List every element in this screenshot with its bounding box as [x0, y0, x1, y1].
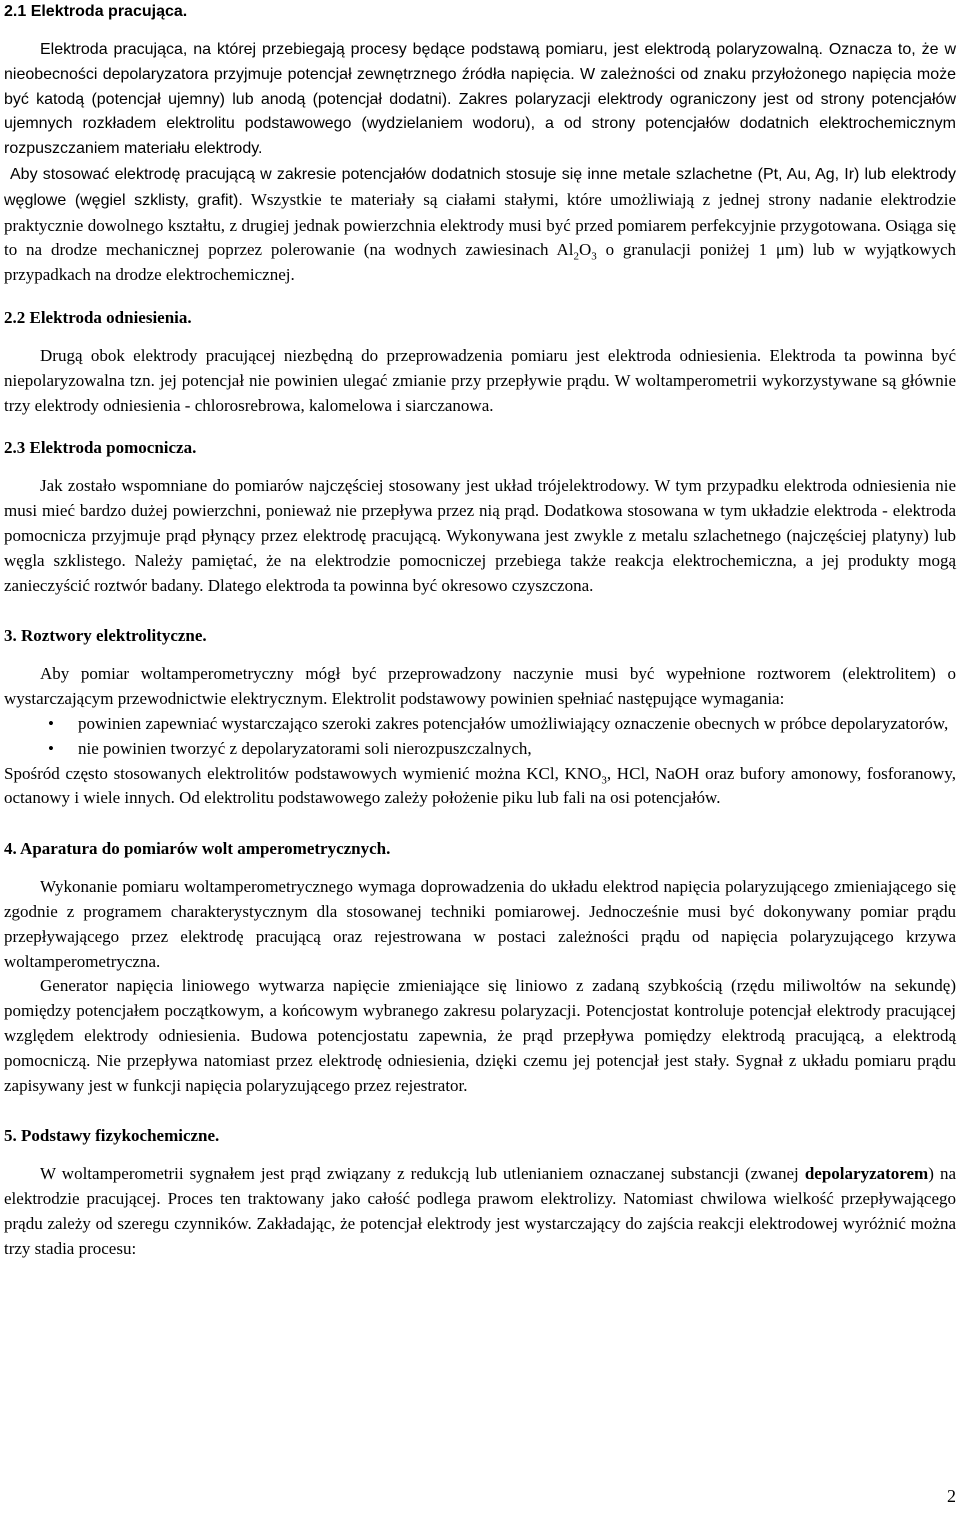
list-item [4, 737, 956, 762]
section-2-3-paragraph: Jak zostało wspomniane do pomiarów najczęściej stosowany jest układ trójelektrodowy. W tym przypadku elektroda odniesienia nie musi mieć bardzo dużej powierzchni, ponieważ nie przepływa przez nią prąd. Dodatkowa stosowana w tym układzie elektroda - elektroda pomocnicza przyjmuje prąd płynący przez elektrodę pracującą. Wykonywana jest zwykle z metalu szlachetnego (najczęściej platyny) lub węgla szklistego. Należy pamiętać, że na elektrodzie pomocniczej przebiega także reakcja elektrochemiczna, a jej produkty mogą zanieczyścić roztwór badany. Dlatego elektroda ta powinna być okresowo czyszczona. [4, 476, 956, 595]
section-4-paragraph-2: Generator napięcia liniowego wytwarza napięcie zmieniające się liniowo z zadaną szybkością (rzędu miliwoltów na sekundę) pomiędzy potencjałem początkowym, a końcowym wybranego zakresu polaryzacji. Potencjostat kontroluje potencjał elektrody pracującej względem elektrody odniesienia. Budowa potencjostatu zapewnia, że prąd przepływa pomiędzy elektrodą pracującą, a elektrodą pomocniczą. Nie przepływa natomiast przez elektrodę odniesienia, dzięki czemu jej potencjał jest stały. Sygnał z układu pomiaru prądu zapisywany jest w funkcji napięcia polaryzującego przez rejestrator. [4, 976, 956, 1095]
section-5-heading: 5. Podstawy fizykochemiczne. [4, 1126, 220, 1146]
paragraph-part-a: Spośród często stosowanych elektrolitów podstawowych wymienić można KCl, KNO [4, 763, 602, 783]
paragraph-2-part-b: Wszystkie te materiały są ciałami stałymi, które umożliwiają z jednej strony nadanie elektrodzie praktycznie dowolnego kształtu, z drugiej jednak powierzchnia elektrody musi być przed pomiarem perfekcyjnie przygotowana. Osiąga się to na drodze mechanicznej poprzez polerowanie (na wodnych zawiesinach Al [4, 189, 957, 260]
bold-term: depolaryzatorem [804, 1164, 929, 1184]
section-2-1-heading: 2.1 Elektroda pracująca. [4, 3, 188, 20]
section-3-paragraph-2 [4, 762, 956, 812]
section-4-heading: 4. Aparatura do pomiarów wolt amperometrycznych. [4, 839, 391, 859]
document-page [4, 0, 956, 1261]
section-3-heading: 3. Roztwory elektrolityczne. [4, 626, 207, 646]
section-2-2-paragraph: Drugą obok elektrody pracującej niezbędną do przeprowadzenia pomiaru jest elektroda odniesienia. Elektroda ta powinna być niepolaryzowalna tzn. jej potencjał nie powinien ulegać zmianie przy przepływie prądu. W woltamperometrii wykorzystywane są głównie trzy elektrody odniesienia - chlorosrebrowa, kalomelowa i siarczanowa. [4, 345, 956, 415]
section-5-paragraph [4, 1162, 956, 1261]
paragraph-part-b: , HCl, NaOH oraz bufory amonowy, fosforanowy, octanowy i wiele innych. Od elektrolitu podstawowego zależy położenie piku lub fali na osi potencjałów. [4, 763, 956, 808]
paragraph-2-part-c: o granulacji poniżej 1 μm) lub w wyjątkowych przypadkach na drodze elektrochemicznej. [4, 240, 957, 285]
list-item-text: nie powinien tworzyć z depolaryzatorami soli nierozpuszczalnych, [78, 738, 532, 758]
subscript-3: 3 [601, 773, 607, 786]
bullet-icon: • [48, 738, 54, 758]
paragraph-part-b: ) na elektrodzie pracującej. Proces ten traktowany jako całość podlega prawom elektrolizy. Natomiast chwilowa wielkość przepływającego prądu zależy od szeregu czynników. Zakładając, że potencjał elektrody jest wystarczający do zajścia reakcji elektrodowej wyróżnić można trzy stadia procesu: [4, 1164, 956, 1258]
paragraph-part-a: W woltamperometrii sygnałem jest prąd związany z redukcją lub utlenianiem oznaczanej substancji (zwanej [40, 1164, 805, 1184]
section-2-3-heading: 2.3 Elektroda pomocnicza. [4, 438, 197, 458]
oxygen-symbol: O [578, 240, 592, 260]
subscript-3: 3 [591, 250, 597, 263]
section-2-2-heading: 2.2 Elektroda odniesienia. [4, 307, 192, 327]
section-2-1-paragraph-2 [4, 162, 956, 288]
section-2-1-paragraph-1: Elektroda pracująca, na której przebiegają procesy będące podstawą pomiaru, jest elektrodą polaryzowalną. Oznacza to, że w nieobecności depolaryzatora przyjmuje potencjał zewnętrznego źródła napięcia. W zależności od znaku przyłożonego napięcia może być katodą (potencjał ujemny) lub anodą (potencjał dodatni). Zakres polaryzacji elektrody ograniczony jest od strony potencjałów ujemnych rozkładem elektrolitu podstawowego (wydzielaniem wodoru), a od strony potencjałów dodatnich elektrochemicznym rozpuszczaniem materiału elektrody. [4, 41, 956, 158]
bullet-icon: • [48, 713, 54, 733]
section-4-paragraph-1: Wykonanie pomiaru woltamperometrycznego wymaga doprowadzenia do układu elektrod napięcia polaryzującego zmieniającego się zgodnie z programem charakterystycznym dla stosowanej techniki pomiarowej. Jednocześnie musi być dokonywany pomiar prądu przepływającego przez elektrodę pracującą oraz rejestrowana w postaci zależności prądu od napięcia polaryzującego krzywa woltamperometryczna. [4, 877, 956, 971]
requirements-list [4, 712, 956, 762]
list-item [4, 712, 956, 737]
subscript-2: 2 [573, 250, 579, 263]
section-3-paragraph-1: Aby pomiar woltamperometryczny mógł być przeprowadzony naczynie musi być wypełnione roztworem (elektrolitem) o wystarczającym przewodnictwie elektrycznym. Elektrolit podstawowy powinien spełniać następujące wymagania: [4, 664, 956, 709]
page-number: 2 [947, 1486, 956, 1506]
list-item-text: powinien zapewniać wystarczająco szeroki zakres potencjałów umożliwiający oznaczenie obecnych w próbce depolaryzatorów, [78, 713, 949, 733]
paragraph-2-sans-part: Aby stosować elektrodę pracującą w zakresie potencjałów dodatnich stosuje się inne metale szlachetne (Pt, Au, Ag, Ir) lub elektrody węglowe (węgiel szklisty, grafit). [4, 165, 956, 209]
